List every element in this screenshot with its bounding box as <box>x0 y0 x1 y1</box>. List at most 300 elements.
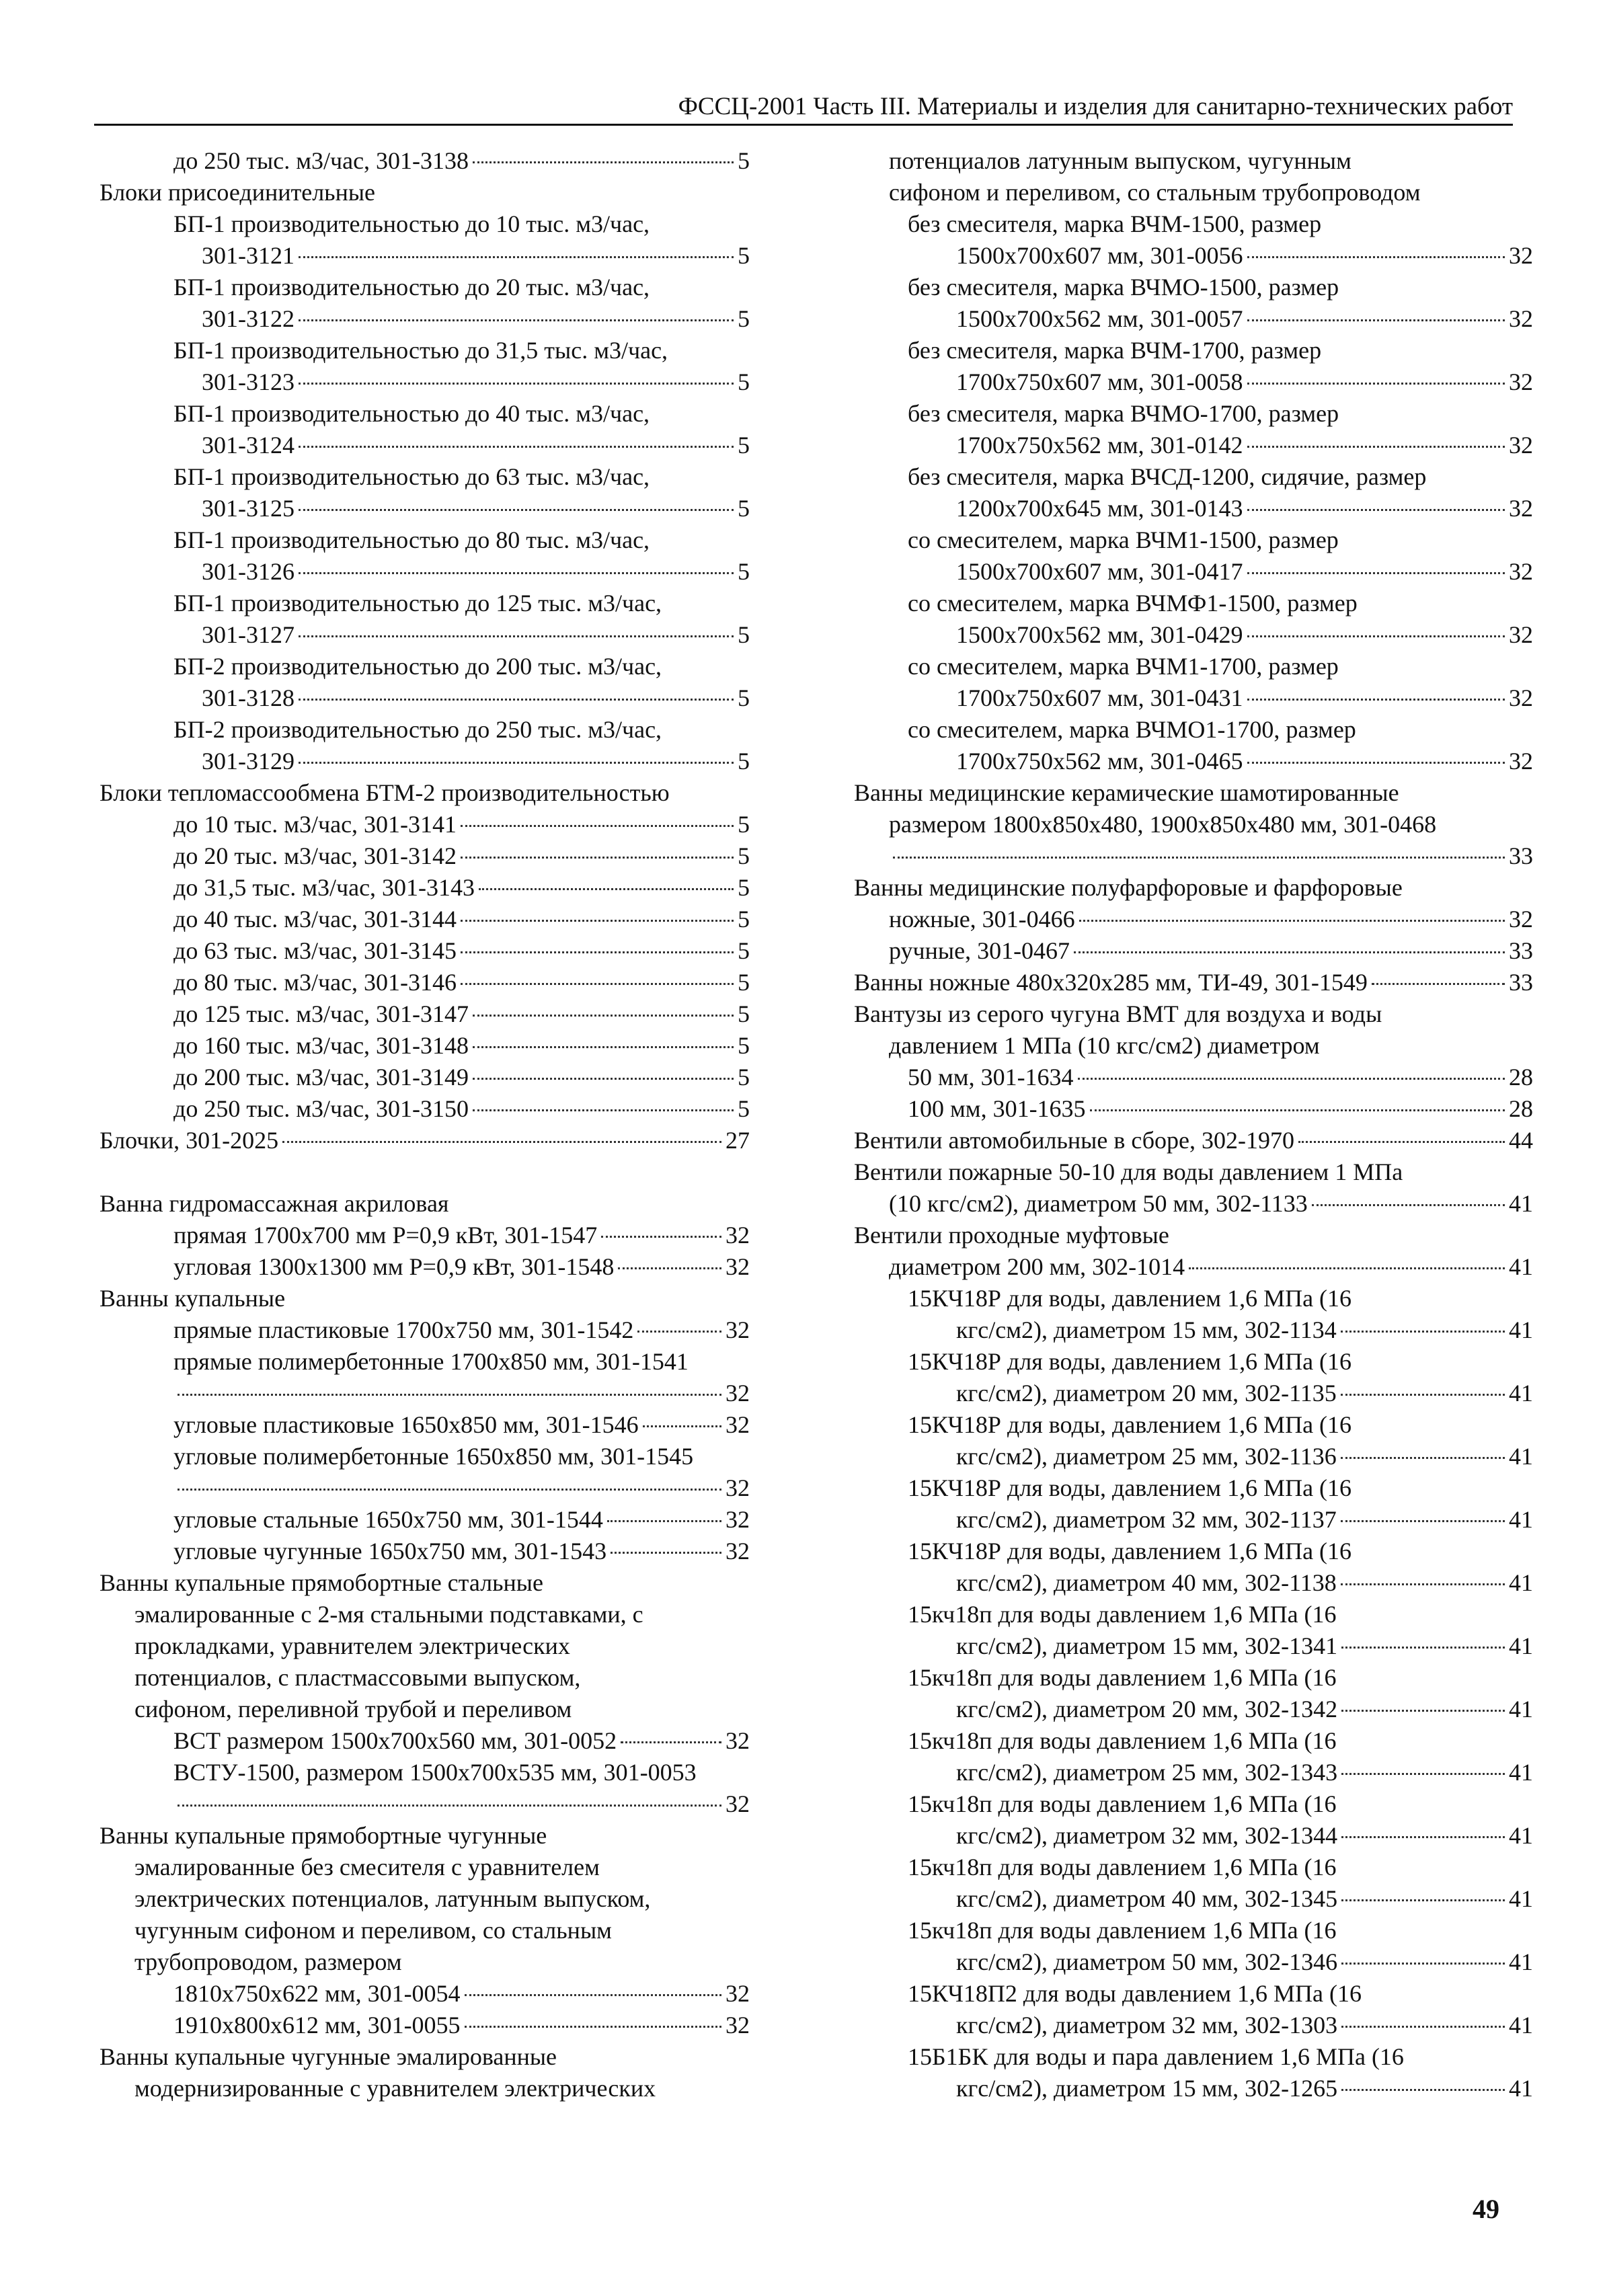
index-entry-text: угловые чугунные 1650х750 мм, 301-1543 <box>173 1538 607 1565</box>
dot-leader <box>299 699 734 701</box>
dot-leader <box>299 446 734 448</box>
index-entry-text: кгс/см2), диаметром 25 мм, 302-1136 <box>956 1443 1337 1470</box>
index-entry-page: 5 <box>738 1064 750 1091</box>
index-entry <box>94 2041 750 2073</box>
index-entry <box>849 556 1533 588</box>
index-entry <box>849 1694 1533 1725</box>
index-entry-text: со смесителем, марка ВЧМФ1-1500, размер <box>908 590 1358 617</box>
dot-leader <box>637 1331 721 1333</box>
index-entry-text: ВСТУ-1500, размером 1500х700х535 мм, 301-0053 <box>173 1759 697 1786</box>
index-entry-text: Ванны медицинские керамические шамотированные <box>854 779 1399 806</box>
dot-leader <box>1341 2026 1505 2028</box>
index-entry-page: 5 <box>738 621 750 648</box>
index-entry-page: 32 <box>1509 906 1533 933</box>
index-entry <box>849 177 1533 208</box>
index-entry-text: без смесителя, марка ВЧМ-1700, размер <box>908 337 1322 364</box>
dot-leader <box>1247 446 1505 448</box>
index-entry-page: 41 <box>1509 1380 1533 1407</box>
index-entry-text: чугунным сифоном и переливом, со стальным <box>134 1917 612 1944</box>
dot-leader <box>1341 1836 1505 1838</box>
index-entry-page: 32 <box>1509 748 1533 775</box>
index-entry-text: 15кч18п для воды давлением 1,6 МПа (16 <box>908 1854 1337 1881</box>
dot-leader <box>1247 635 1505 637</box>
dot-leader <box>1341 1647 1505 1649</box>
index-entry-page: 5 <box>738 811 750 838</box>
index-entry <box>849 524 1533 556</box>
index-entry-text: со смесителем, марка ВЧМ1-1700, размер <box>908 653 1339 680</box>
index-entry <box>849 1062 1533 1093</box>
index-entry <box>94 1567 750 1599</box>
index-entry <box>94 777 750 809</box>
index-entry-page: 32 <box>726 1474 750 1501</box>
index-entry-text: БП-2 производительностью до 250 тыс. м3/час, <box>173 716 662 743</box>
index-entry-text: кгс/см2), диаметром 20 мм, 302-1135 <box>956 1380 1337 1407</box>
index-entry <box>94 1062 750 1093</box>
page-number: 49 <box>1473 2194 1499 2224</box>
index-entry-page: 5 <box>738 432 750 459</box>
index-entry <box>94 1630 750 1662</box>
index-entry <box>849 1346 1533 1378</box>
index-entry <box>94 588 750 619</box>
index-entry <box>94 524 750 556</box>
index-entry-page: 32 <box>1509 558 1533 585</box>
index-entry <box>849 1409 1533 1441</box>
index-entry-text: 15КЧ18Р для воды, давлением 1,6 МПа (16 <box>908 1411 1352 1438</box>
index-entry-page: 5 <box>738 937 750 964</box>
index-entry-text: 1500х700х607 мм, 301-0056 <box>956 242 1243 269</box>
index-entry <box>94 872 750 904</box>
index-entry <box>94 1220 750 1251</box>
index-entry-text: кгс/см2), диаметром 32 мм, 302-1344 <box>956 1822 1338 1849</box>
index-entry-text: БП-1 производительностью до 10 тыс. м3/час, <box>173 210 650 237</box>
index-entry <box>849 1125 1533 1156</box>
index-entry <box>94 1093 750 1125</box>
dot-leader <box>461 983 734 985</box>
running-header <box>94 93 1513 126</box>
index-entry-text: диаметром 200 мм, 302-1014 <box>889 1253 1185 1280</box>
index-entry-page: 27 <box>726 1127 750 1154</box>
index-entry-text: 301-3124 <box>202 432 295 459</box>
index-entry-text: 301-3123 <box>202 368 295 395</box>
index-entry-text: без смесителя, марка ВЧМ-1500, размер <box>908 210 1322 237</box>
index-entry-page: 5 <box>738 1000 750 1027</box>
index-entry-page: 32 <box>726 1506 750 1533</box>
dot-leader <box>473 1078 734 1080</box>
index-entry-text: угловые пластиковые 1650х850 мм, 301-1546 <box>173 1411 639 1438</box>
index-entry-text: кгс/см2), диаметром 15 мм, 302-1134 <box>956 1316 1337 1343</box>
index-entry-text: Ванны купальные <box>100 1285 286 1312</box>
index-spacer <box>94 1156 750 1188</box>
index-entry-text: 301-3125 <box>202 495 295 522</box>
dot-leader <box>1189 1267 1505 1269</box>
index-entry-text: трубопроводом, размером <box>134 1948 402 1975</box>
dot-leader <box>1079 920 1505 922</box>
index-entry-page: 32 <box>1509 432 1533 459</box>
dot-leader <box>465 1994 721 1996</box>
index-entry-text: эмалированные без смесителя с уравнителем <box>134 1854 600 1881</box>
dot-leader <box>465 2026 721 2028</box>
index-entry-text: до 80 тыс. м3/час, 301-3146 <box>173 969 457 996</box>
index-entry <box>94 1251 750 1283</box>
index-entry-page: 41 <box>1509 1948 1533 1975</box>
index-entry <box>849 1630 1533 1662</box>
dot-leader <box>473 161 734 163</box>
index-entry <box>849 493 1533 524</box>
index-entry <box>849 840 1533 872</box>
index-entry-page: 32 <box>726 1222 750 1249</box>
index-entry-page: 5 <box>738 368 750 395</box>
index-entry-page: 32 <box>726 1380 750 1407</box>
index-entry-text: до 160 тыс. м3/час, 301-3148 <box>173 1032 469 1059</box>
index-entry <box>849 588 1533 619</box>
index-entry-text: кгс/см2), диаметром 50 мм, 302-1346 <box>956 1948 1338 1975</box>
index-entry <box>94 998 750 1030</box>
index-entry <box>849 1188 1533 1220</box>
index-entry-text: потенциалов, с пластмассовыми выпуском, <box>134 1664 581 1691</box>
index-entry <box>849 303 1533 335</box>
index-entry-page: 32 <box>726 2012 750 2038</box>
index-entry-text: 15кч18п для воды давлением 1,6 МПа (16 <box>908 1601 1337 1628</box>
index-entry <box>94 398 750 430</box>
index-entry <box>94 1125 750 1156</box>
index-entry <box>94 1852 750 1883</box>
index-entry-page: 5 <box>738 147 750 174</box>
index-entry-page: 5 <box>738 748 750 775</box>
index-entry <box>94 1030 750 1062</box>
index-entry-text: кгс/см2), диаметром 15 мм, 302-1265 <box>956 2075 1338 2102</box>
dot-leader <box>299 383 734 385</box>
dot-leader <box>178 1489 721 1491</box>
index-entry <box>94 493 750 524</box>
index-entry-page: 5 <box>738 684 750 711</box>
index-entry <box>94 1757 750 1788</box>
index-entry <box>94 366 750 398</box>
index-entry <box>849 1852 1533 1883</box>
index-entry-text: 1500х700х562 мм, 301-0057 <box>956 305 1243 332</box>
dot-leader <box>1074 951 1505 953</box>
index-entry-text: до 40 тыс. м3/час, 301-3144 <box>173 906 457 933</box>
index-entry-text: прокладками, уравнителем электрических <box>134 1632 570 1659</box>
index-entry-text: Ванны купальные чугунные эмалированные <box>100 2043 557 2070</box>
dot-leader <box>461 951 734 953</box>
index-entry-text: угловая 1300х1300 мм Р=0,9 кВт, 301-1548 <box>173 1253 615 1280</box>
index-entry <box>849 809 1533 840</box>
index-entry-text: Вентили пожарные 50-10 для воды давлением 1 МПа <box>854 1158 1403 1185</box>
dot-leader <box>299 762 734 764</box>
index-entry <box>94 682 750 714</box>
dot-leader <box>611 1552 721 1554</box>
index-entry <box>94 840 750 872</box>
index-entry <box>94 1978 750 2010</box>
index-entry <box>849 272 1533 303</box>
index-entry-text: Ванны купальные прямобортные стальные <box>100 1569 543 1596</box>
index-entry <box>849 1378 1533 1409</box>
index-entry-text: со смесителем, марка ВЧМО1-1700, размер <box>908 716 1356 743</box>
index-entry-text: потенциалов латунным выпуском, чугунным <box>889 147 1351 174</box>
index-entry <box>94 1820 750 1852</box>
dot-leader <box>282 1141 721 1143</box>
index-entry <box>94 746 750 777</box>
index-entry-text: до 125 тыс. м3/час, 301-3147 <box>173 1000 469 1027</box>
index-entry-page: 5 <box>738 558 750 585</box>
index-entry <box>94 1536 750 1567</box>
index-entry-text: 15кч18п для воды давлением 1,6 МПа (16 <box>908 1917 1337 1944</box>
index-entry-text: 1810х750х622 мм, 301-0054 <box>173 1980 461 2007</box>
index-entry-text: Блочки, 301-2025 <box>100 1127 279 1154</box>
index-entry-page: 32 <box>1509 684 1533 711</box>
index-entry-text: 1700х750х562 мм, 301-0465 <box>956 748 1243 775</box>
index-entry <box>849 2010 1533 2041</box>
index-entry-text: 1700х750х607 мм, 301-0431 <box>956 684 1243 711</box>
index-entry <box>849 2073 1533 2104</box>
index-entry-text: 1700х750х607 мм, 301-0058 <box>956 368 1243 395</box>
dot-leader <box>299 256 734 258</box>
index-entry-page: 41 <box>1509 1885 1533 1912</box>
index-entry-text: 1500х700х562 мм, 301-0429 <box>956 621 1243 648</box>
index-entry-page: 5 <box>738 305 750 332</box>
index-entry-text: кгс/см2), диаметром 20 мм, 302-1342 <box>956 1696 1338 1723</box>
dot-leader <box>1247 509 1505 511</box>
index-entry-text: 1200х700х645 мм, 301-0143 <box>956 495 1243 522</box>
dot-leader <box>1341 1773 1505 1775</box>
index-entry <box>849 619 1533 651</box>
index-entry-text: кгс/см2), диаметром 32 мм, 302-1303 <box>956 2012 1338 2038</box>
dot-leader <box>1247 256 1505 258</box>
dot-leader <box>1247 572 1505 574</box>
index-entry-page: 32 <box>726 1411 750 1438</box>
index-entry <box>849 1283 1533 1314</box>
dot-leader <box>1078 1078 1505 1080</box>
index-entry <box>849 1536 1533 1567</box>
index-entry-page: 33 <box>1509 969 1533 996</box>
dot-leader <box>1247 699 1505 701</box>
index-entry-page: 32 <box>726 1980 750 2007</box>
index-entry <box>94 1472 750 1504</box>
dot-leader <box>1341 1710 1505 1712</box>
dot-leader <box>1341 1457 1505 1459</box>
dot-leader <box>461 920 734 922</box>
index-entry-page: 28 <box>1509 1095 1533 1122</box>
index-entry <box>849 714 1533 746</box>
index-entry-page: 41 <box>1509 1253 1533 1280</box>
dot-leader <box>461 857 734 859</box>
index-entry-text: электрических потенциалов, латунным выпуском, <box>134 1885 651 1912</box>
index-entry-page: 32 <box>726 1727 750 1754</box>
running-header-text: ФССЦ-2001 Часть III. Материалы и изделия для санитарно-технических работ <box>678 93 1513 120</box>
index-entry-page: 5 <box>738 1032 750 1059</box>
index-entry-page: 33 <box>1509 937 1533 964</box>
index-entry-page: 32 <box>1509 368 1533 395</box>
index-entry <box>849 430 1533 461</box>
index-entry <box>94 619 750 651</box>
index-entry-text: кгс/см2), диаметром 32 мм, 302-1137 <box>956 1506 1337 1533</box>
index-entry <box>849 1441 1533 1472</box>
index-entry <box>849 1093 1533 1125</box>
index-entry-text: модернизированные с уравнителем электрических <box>134 2075 656 2102</box>
dot-leader <box>299 572 734 574</box>
index-entry-text: кгс/см2), диаметром 25 мм, 302-1343 <box>956 1759 1338 1786</box>
index-entry-text: 15кч18п для воды давлением 1,6 МПа (16 <box>908 1790 1337 1817</box>
index-entry-text: 301-3122 <box>202 305 295 332</box>
index-entry-page: 41 <box>1509 1632 1533 1659</box>
index-entry <box>849 1472 1533 1504</box>
index-entry <box>849 461 1533 493</box>
index-entry <box>849 651 1533 682</box>
index-entry <box>94 1409 750 1441</box>
index-entry <box>94 335 750 366</box>
dot-leader <box>299 635 734 637</box>
index-entry-text: сифоном, переливной трубой и переливом <box>134 1696 572 1723</box>
index-entry <box>94 272 750 303</box>
index-entry-text: Ванны медицинские полуфарфоровые и фарфоровые <box>854 874 1403 901</box>
index-entry-text: угловые полимербетонные 1650х850 мм, 301-1545 <box>173 1443 694 1470</box>
index-entry-text: 15КЧ18П2 для воды давлением 1,6 МПа (16 <box>908 1980 1362 2007</box>
index-entry-page: 32 <box>1509 495 1533 522</box>
dot-leader <box>1341 2089 1505 2091</box>
index-entry <box>849 1504 1533 1536</box>
index-entry-text: кгс/см2), диаметром 40 мм, 302-1345 <box>956 1885 1338 1912</box>
index-entry-text: 301-3129 <box>202 748 295 775</box>
index-entry-text: размером 1800х850х480, 1900х850х480 мм, 301-0468 <box>889 811 1437 838</box>
index-entry <box>849 1915 1533 1946</box>
index-entry <box>849 1220 1533 1251</box>
index-entry-text: 15КЧ18Р для воды, давлением 1,6 МПа (16 <box>908 1285 1352 1312</box>
index-entry-text: Вентили автомобильные в сборе, 302-1970 <box>854 1127 1295 1154</box>
index-entry-text: БП-1 производительностью до 80 тыс. м3/час, <box>173 526 650 553</box>
index-entry-text: Блоки тепломассообмена БТМ-2 производительностью <box>100 779 670 806</box>
index-entry-page: 32 <box>1509 621 1533 648</box>
dot-leader <box>1341 1899 1505 1901</box>
index-entry-text: (10 кгс/см2), диаметром 50 мм, 302-1133 <box>889 1190 1308 1217</box>
index-entry-text: Ванны ножные 480х320х285 мм, ТИ-49, 301-1549 <box>854 969 1368 996</box>
index-column-right <box>849 145 1533 2104</box>
dot-leader <box>601 1236 721 1238</box>
dot-leader <box>1298 1141 1505 1143</box>
index-entry <box>94 1725 750 1757</box>
index-entry-page: 44 <box>1509 1127 1533 1154</box>
index-entry-text: 15Б1БК для воды и пара давлением 1,6 МПа (16 <box>908 2043 1404 2070</box>
index-entry-text: прямая 1700х700 мм Р=0,9 кВт, 301-1547 <box>173 1222 598 1249</box>
index-entry <box>849 935 1533 967</box>
index-entry-text: 15КЧ18Р для воды, давлением 1,6 МПа (16 <box>908 1474 1352 1501</box>
index-entry <box>849 1946 1533 1978</box>
dot-leader <box>299 509 734 511</box>
dot-leader <box>299 319 734 321</box>
index-entry-text: ВСТ размером 1500х700х560 мм, 301-0052 <box>173 1727 617 1754</box>
index-entry-text: 15кч18п для воды давлением 1,6 МПа (16 <box>908 1727 1337 1754</box>
index-entry-page: 5 <box>738 1095 750 1122</box>
index-entry-text: сифоном и переливом, со стальным трубопроводом <box>889 179 1421 206</box>
index-entry-text: Ванны купальные прямобортные чугунные <box>100 1822 547 1849</box>
index-entry <box>849 1788 1533 1820</box>
index-entry <box>849 777 1533 809</box>
index-entry <box>849 1725 1533 1757</box>
index-entry <box>94 1694 750 1725</box>
index-entry <box>94 967 750 998</box>
index-entry-page: 32 <box>726 1253 750 1280</box>
dot-leader <box>1090 1109 1505 1111</box>
dot-leader <box>1247 762 1505 764</box>
index-entry <box>94 177 750 208</box>
index-entry-text: до 200 тыс. м3/час, 301-3149 <box>173 1064 469 1091</box>
index-entry-text: прямые пластиковые 1700х750 мм, 301-1542 <box>173 1316 634 1343</box>
index-entry <box>849 1883 1533 1915</box>
index-entry-text: кгс/см2), диаметром 15 мм, 302-1341 <box>956 1632 1338 1659</box>
index-entry-text: без смесителя, марка ВЧСД-1200, сидячие, размер <box>908 463 1427 490</box>
index-entry <box>94 556 750 588</box>
dot-leader <box>473 1046 734 1048</box>
dot-leader <box>473 1109 734 1111</box>
index-entry-page: 41 <box>1509 1443 1533 1470</box>
index-entry-page: 41 <box>1509 1569 1533 1596</box>
index-entry <box>94 240 750 272</box>
index-entry <box>94 1662 750 1694</box>
index-entry-page: 41 <box>1509 1190 1533 1217</box>
index-entry-text: Ванна гидромассажная акриловая <box>100 1190 449 1217</box>
index-entry-page: 5 <box>738 906 750 933</box>
dot-leader <box>1341 1331 1505 1333</box>
index-entry-text: 50 мм, 301-1634 <box>908 1064 1074 1091</box>
dot-leader <box>1312 1204 1505 1206</box>
index-entry-page: 41 <box>1509 1696 1533 1723</box>
index-entry-text: прямые полимербетонные 1700х850 мм, 301-1541 <box>173 1348 689 1375</box>
index-entry-text: до 10 тыс. м3/час, 301-3141 <box>173 811 457 838</box>
dot-leader <box>643 1425 721 1427</box>
index-entry-text: 1700х750х562 мм, 301-0142 <box>956 432 1243 459</box>
dot-leader <box>178 1805 721 1807</box>
index-entry-text: БП-1 производительностью до 63 тыс. м3/час, <box>173 463 650 490</box>
index-entry <box>849 1757 1533 1788</box>
index-entry-page: 41 <box>1509 1316 1533 1343</box>
index-entry <box>849 208 1533 240</box>
index-entry <box>849 1314 1533 1346</box>
index-entry-text: до 20 тыс. м3/час, 301-3142 <box>173 842 457 869</box>
index-entry-text: Вантузы из серого чугуна ВМТ для воздуха и воды <box>854 1000 1382 1027</box>
index-entry-text: БП-1 производительностью до 40 тыс. м3/час, <box>173 400 650 427</box>
index-entry-page: 41 <box>1509 2012 1533 2038</box>
index-entry-text: Вентили проходные муфтовые <box>854 1222 1169 1249</box>
index-entry <box>849 1030 1533 1062</box>
index-entry-text: 301-3121 <box>202 242 295 269</box>
index-entry <box>849 366 1533 398</box>
index-entry <box>849 398 1533 430</box>
dot-leader <box>1247 383 1505 385</box>
index-entry-page: 32 <box>726 1316 750 1343</box>
index-entry-text: 301-3126 <box>202 558 295 585</box>
dot-leader <box>618 1267 721 1269</box>
index-entry-text: 15КЧ18Р для воды, давлением 1,6 МПа (16 <box>908 1348 1352 1375</box>
index-entry <box>94 714 750 746</box>
index-entry <box>94 935 750 967</box>
index-entry <box>849 872 1533 904</box>
index-entry-text: ручные, 301-0467 <box>889 937 1070 964</box>
index-entry-text: БП-1 производительностью до 31,5 тыс. м3/час, <box>173 337 668 364</box>
index-entry-page: 32 <box>726 1790 750 1817</box>
index-entry <box>94 2073 750 2104</box>
index-entry-page: 41 <box>1509 1759 1533 1786</box>
index-entry <box>849 1662 1533 1694</box>
index-entry <box>849 2041 1533 2073</box>
index-entry <box>94 1946 750 1978</box>
index-entry <box>849 1978 1533 2010</box>
index-entry-page: 5 <box>738 874 750 901</box>
index-entry <box>94 430 750 461</box>
index-entry-text: 100 мм, 301-1635 <box>908 1095 1086 1122</box>
index-entry <box>94 1883 750 1915</box>
index-entry <box>94 461 750 493</box>
index-entry-text: эмалированные с 2-мя стальными подставками, с <box>134 1601 643 1628</box>
index-entry-text: 15кч18п для воды давлением 1,6 МПа (16 <box>908 1664 1337 1691</box>
